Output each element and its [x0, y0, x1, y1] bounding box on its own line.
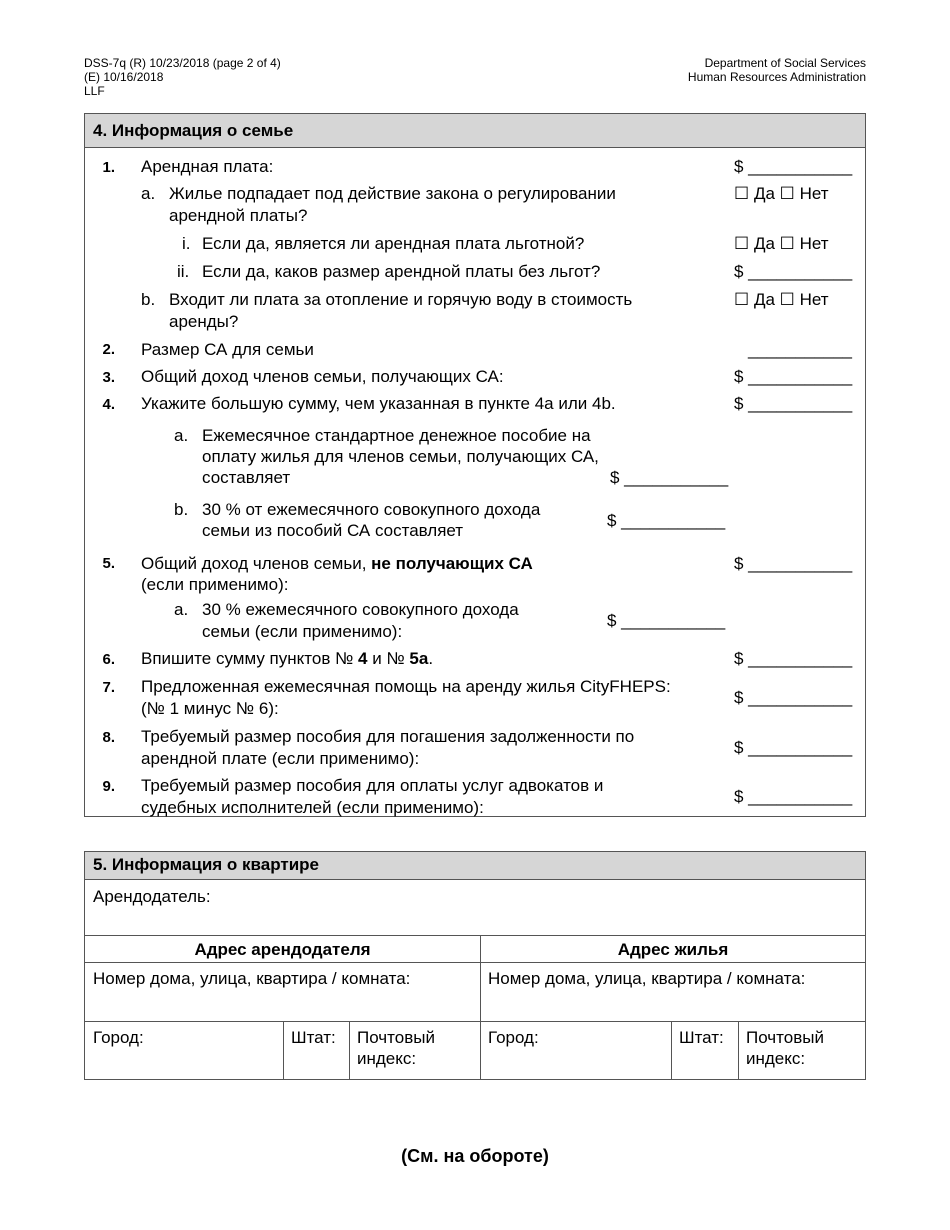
- sum-text: Впишите сумму пунктов №: [141, 649, 359, 668]
- legal-fees-line2: судебных исполнителей (если применимо):: [141, 798, 484, 817]
- legal-fees-field[interactable]: $ ___________: [734, 787, 853, 806]
- unsubsidized-rent-question: Если да, каков размер арендной платы без льгот?: [202, 262, 601, 281]
- legal-fees-line1: Требуемый размер пособия для оплаты услуг адвокатов и: [141, 776, 604, 795]
- ca-income-30pct-line2: семьи из пособий СА составляет: [202, 521, 464, 540]
- item-mark: a.: [141, 184, 156, 203]
- shelter-allowance-line3: составляет: [202, 468, 291, 487]
- ca-income-label: Общий доход членов семьи, получающих СА:: [141, 367, 504, 386]
- non-ca-income-field[interactable]: $ ___________: [734, 554, 853, 573]
- zip-label: Почтовый: [746, 1028, 824, 1047]
- rent-regulated-question-line1: Жилье подпадает под действие закона о регулировании: [169, 184, 616, 203]
- rent-label: Арендная плата:: [141, 157, 274, 176]
- department-name: Department of Social Services: [704, 56, 866, 70]
- divider: [85, 1021, 865, 1022]
- ca-income-30pct-field[interactable]: $ ___________: [607, 511, 726, 530]
- item-number: 5.: [102, 555, 115, 572]
- state-label: Штат:: [679, 1028, 724, 1047]
- proposed-assistance-field[interactable]: $ ___________: [734, 688, 853, 707]
- landlord-state-field[interactable]: [283, 1023, 349, 1052]
- greater-amount-field[interactable]: $ ___________: [734, 394, 853, 413]
- section-4-title: 4. Информация о семье: [85, 114, 865, 148]
- landlord-street-field[interactable]: [85, 964, 480, 993]
- item-number: 2.: [102, 341, 115, 358]
- ca-household-size-field[interactable]: ___________: [748, 340, 853, 359]
- non-ca-income-line1: [141, 553, 533, 574]
- housing-city-field[interactable]: [480, 1023, 671, 1052]
- section-household-info: [84, 113, 866, 817]
- ca-income-field[interactable]: $ ___________: [734, 367, 853, 386]
- section-5-title: 5. Информация о квартире: [85, 852, 865, 880]
- housing-address-header: Адрес жилья: [617, 940, 729, 959]
- sum-item-ref: 4: [358, 649, 368, 668]
- ca-income-30pct-line1: 30 % от ежемесячного совокупного дохода: [202, 500, 541, 519]
- rent-regulated-yes-no[interactable]: ☐ Да ☐ Нет: [734, 184, 829, 203]
- item-number: 1.: [102, 159, 115, 176]
- form-id-line: DSS-7q (R) 10/23/2018 (page 2 of 4): [84, 56, 281, 70]
- landlord-field[interactable]: [85, 882, 219, 911]
- landlord-address-header: Адрес арендодателя: [194, 940, 371, 959]
- housing-state-field[interactable]: [671, 1023, 738, 1052]
- item-mark: a.: [174, 426, 189, 445]
- form-code-line: LLF: [84, 84, 105, 98]
- see-reverse-note: (См. на обороте): [401, 1146, 549, 1166]
- shelter-allowance-line2: оплату жилья для членов семьи, получающих СА,: [202, 447, 599, 466]
- street-label: Номер дома, улица, квартира / комната:: [93, 969, 411, 988]
- zip-label: индекс:: [746, 1049, 806, 1068]
- zip-label: индекс:: [357, 1049, 417, 1068]
- shelter-allowance-line1: Ежемесячное стандартное денежное пособие на: [202, 426, 591, 445]
- item-mark: ii.: [177, 262, 190, 281]
- form-date-line: (E) 10/16/2018: [84, 70, 164, 84]
- agency-block: [688, 56, 866, 84]
- sum-item-ref: 5a: [409, 649, 429, 668]
- form-id-block: [84, 56, 281, 98]
- rent-amount-field[interactable]: $ ___________: [734, 157, 853, 176]
- non-ca-30pct-line2: семьи (если применимо):: [202, 622, 403, 641]
- non-ca-30pct-line1: 30 % ежемесячного совокупного дохода: [202, 600, 519, 619]
- arrears-line2: арендной плате (если применимо):: [141, 749, 420, 768]
- landlord-zip-field[interactable]: [349, 1023, 480, 1073]
- proposed-assistance-line2: (№ 1 минус № 6):: [141, 699, 279, 718]
- street-label: Номер дома, улица, квартира / комната:: [488, 969, 806, 988]
- housing-zip-field[interactable]: [738, 1023, 866, 1073]
- heat-included-yes-no[interactable]: ☐ Да ☐ Нет: [734, 290, 829, 309]
- city-label: Город:: [488, 1028, 539, 1047]
- item-number: 4.: [102, 396, 115, 413]
- sum-items-label: [141, 648, 433, 669]
- item-number: 6.: [102, 651, 115, 668]
- sum-text: .: [428, 649, 434, 668]
- subsidized-rent-yes-no[interactable]: ☐ Да ☐ Нет: [734, 234, 829, 253]
- state-label: Штат:: [291, 1028, 336, 1047]
- section-apartment-info: [84, 851, 866, 1080]
- non-ca-30pct-field[interactable]: $ ___________: [607, 611, 726, 630]
- arrears-line1: Требуемый размер пособия для погашения задолженности по: [141, 727, 635, 746]
- greater-amount-label: Укажите большую сумму, чем указанная в пункте 4a или 4b.: [141, 394, 616, 413]
- item-mark: i.: [182, 234, 191, 253]
- divider: [85, 962, 865, 963]
- proposed-assistance-line1: Предложенная ежемесячная помощь на аренду жилья CityFHEPS:: [141, 677, 671, 696]
- shelter-allowance-field[interactable]: $ ___________: [610, 468, 729, 487]
- unsubsidized-rent-field[interactable]: $ ___________: [734, 262, 853, 281]
- sum-items-field[interactable]: $ ___________: [734, 649, 853, 668]
- rent-regulated-question-line2: арендной платы?: [169, 206, 308, 225]
- subsidized-rent-question: Если да, является ли арендная плата льготной?: [202, 234, 585, 253]
- item-mark: a.: [174, 600, 189, 619]
- sum-text: и №: [367, 649, 410, 668]
- item-mark: b.: [174, 500, 189, 519]
- non-ca-emphasis: не получающих СА: [371, 554, 533, 573]
- item-number: 8.: [102, 729, 115, 746]
- administration-name: Human Resources Administration: [687, 70, 866, 84]
- non-ca-income-line2: (если применимо):: [141, 575, 289, 594]
- city-label: Город:: [93, 1028, 144, 1047]
- zip-label: Почтовый: [357, 1028, 435, 1047]
- landlord-city-field[interactable]: [85, 1023, 283, 1052]
- item-number: 9.: [102, 778, 115, 795]
- item-number: 7.: [102, 679, 115, 696]
- landlord-label: Арендодатель:: [93, 887, 211, 906]
- item-number: 3.: [102, 369, 115, 386]
- non-ca-income-text: Общий доход членов семьи,: [141, 554, 372, 573]
- item-mark: b.: [141, 290, 156, 309]
- ca-household-size-label: Размер СА для семьи: [141, 340, 314, 359]
- heat-included-question-line1: Входит ли плата за отопление и горячую воду в стоимость: [169, 290, 633, 309]
- housing-street-field[interactable]: [480, 964, 866, 993]
- heat-included-question-line2: аренды?: [169, 312, 239, 331]
- arrears-field[interactable]: $ ___________: [734, 738, 853, 757]
